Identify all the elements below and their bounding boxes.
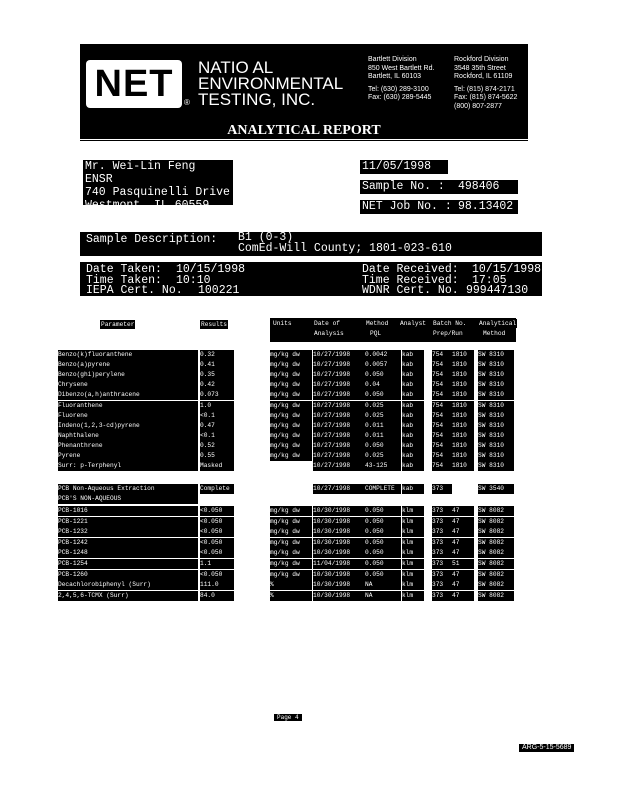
date-taken-value: 10/15/1998 bbox=[176, 263, 246, 276]
pcb-cell-param: PCB-1232 bbox=[58, 527, 198, 537]
pcb-cell-date: 10/30/1998 bbox=[313, 570, 365, 580]
pcb-cell-batch: 373 bbox=[432, 559, 452, 569]
pcb-cell-date: 10/30/1998 bbox=[313, 527, 365, 537]
pah-cell-units: mg/kg dw bbox=[270, 380, 312, 390]
pah-cell-date: 10/27/1998 bbox=[313, 441, 365, 451]
pah-cell-method: SW 8310 bbox=[478, 370, 514, 380]
pah-cell-run: 1810 bbox=[452, 411, 474, 421]
pcb-cell-batch: 373 bbox=[432, 527, 452, 537]
rockford-division-address: Rockford Division 3548 35th Street Rockford, IL 61109 Tel: (815) 874-2171 Fax: (815) 874-5622 (800) 807-2877 bbox=[454, 56, 518, 110]
pah-cell-run: 1810 bbox=[452, 350, 474, 360]
pah-cell-pql: 0.050 bbox=[365, 370, 401, 380]
page-number: Page 4 bbox=[274, 714, 302, 721]
col-header-analytical: Analytical bbox=[479, 320, 517, 327]
pah-cell-analyst: kab bbox=[402, 380, 424, 390]
pah-cell-param: Phenanthrene bbox=[58, 441, 198, 451]
pcb-cell-pql: 0.050 bbox=[365, 548, 401, 558]
pah-cell-method: SW 8310 bbox=[478, 390, 514, 400]
extraction-cell-batch: 373 bbox=[432, 484, 452, 494]
pcb-cell-batch: 373 bbox=[432, 548, 452, 558]
pah-cell-result: 1.0 bbox=[200, 401, 234, 411]
col-header-analysis: Analysis bbox=[314, 330, 344, 337]
col-header-pql: PQL bbox=[370, 330, 382, 337]
bartlett-division-address: Bartlett Division 850 West Bartlett Rd. Bartlett, IL 60103 Tel: (630) 289-3100 Fax: (630) 289-5445 bbox=[368, 56, 435, 101]
pcb-cell-method: SW 8082 bbox=[478, 506, 514, 516]
pcb-cell-pql: 0.050 bbox=[365, 570, 401, 580]
company-line-1: NATIO AL bbox=[198, 58, 274, 77]
pah-cell-units: mg/kg dw bbox=[270, 431, 312, 441]
extraction-cell-pql: COMPLETE bbox=[365, 484, 401, 494]
pcb-section-label: PCB'S NON-AQUEOUS bbox=[58, 494, 198, 504]
pah-cell-param: Fluoranthene bbox=[58, 401, 198, 411]
pcb-cell-date: 10/30/1998 bbox=[313, 517, 365, 527]
pcb-cell-param: PCB-1221 bbox=[58, 517, 198, 527]
pah-cell-batch: 754 bbox=[432, 441, 452, 451]
pah-cell-run: 1810 bbox=[452, 390, 474, 400]
pah-cell-date: 10/27/1998 bbox=[313, 411, 365, 421]
pah-cell-date: 10/27/1998 bbox=[313, 390, 365, 400]
pcb-cell-method: SW 8082 bbox=[478, 538, 514, 548]
pah-cell-pql: 0.025 bbox=[365, 401, 401, 411]
pah-cell-result: 0.47 bbox=[200, 421, 234, 431]
pcb-cell-pql: 0.050 bbox=[365, 517, 401, 527]
pcb-cell-result: <0.050 bbox=[200, 517, 234, 527]
pcb-cell-param: PCB-1242 bbox=[58, 538, 198, 548]
pcb-cell-units: mg/kg dw bbox=[270, 517, 312, 527]
pah-cell-batch: 754 bbox=[432, 431, 452, 441]
pah-cell-method: SW 8310 bbox=[478, 451, 514, 461]
pah-cell-date: 10/27/1998 bbox=[313, 380, 365, 390]
pah-cell-run: 1810 bbox=[452, 461, 474, 471]
pah-cell-run: 1810 bbox=[452, 421, 474, 431]
pcb-cell-date: 10/30/1998 bbox=[313, 580, 365, 590]
pah-cell-date: 10/27/1998 bbox=[313, 350, 365, 360]
sample-description-line-2: ComEd-Will County; 1801-023-610 bbox=[238, 242, 452, 255]
pah-cell-analyst: kab bbox=[402, 411, 424, 421]
pah-cell-batch: 754 bbox=[432, 421, 452, 431]
pcb-cell-pql: NA bbox=[365, 591, 401, 601]
pah-cell-result: 0.55 bbox=[200, 451, 234, 461]
pcb-cell-analyst: klm bbox=[402, 559, 424, 569]
pah-cell-run: 1810 bbox=[452, 360, 474, 370]
sample-description-label: Sample Description: bbox=[86, 233, 218, 246]
pah-cell-analyst: kab bbox=[402, 441, 424, 451]
report-title: ANALYTICAL REPORT bbox=[227, 123, 381, 138]
wdnr-cert-value: 999447130 bbox=[466, 284, 529, 297]
pcb-cell-run: 47 bbox=[452, 570, 474, 580]
pah-cell-result: <0.1 bbox=[200, 411, 234, 421]
pcb-cell-param: 2,4,5,6-TCMX (Surr) bbox=[58, 591, 198, 601]
pah-cell-units: mg/kg dw bbox=[270, 451, 312, 461]
pcb-cell-run: 47 bbox=[452, 580, 474, 590]
pah-cell-method: SW 8310 bbox=[478, 431, 514, 441]
pcb-cell-batch: 373 bbox=[432, 570, 452, 580]
client-address: Mr. Wei-Lin Feng ENSR 740 Pasquinelli Drive Westmont, IL 60559 bbox=[83, 160, 233, 205]
pcb-cell-run: 47 bbox=[452, 548, 474, 558]
pcb-cell-date: 10/30/1998 bbox=[313, 538, 365, 548]
pah-cell-units: mg/kg dw bbox=[270, 401, 312, 411]
pah-cell-param: Fluorene bbox=[58, 411, 198, 421]
extraction-cell-method: SW 3540 bbox=[478, 484, 514, 494]
pah-cell-run: 1810 bbox=[452, 401, 474, 411]
pah-cell-units: mg/kg dw bbox=[270, 411, 312, 421]
pah-cell-method: SW 8310 bbox=[478, 461, 514, 471]
report-date: 11/05/1998 bbox=[360, 160, 448, 174]
pah-cell-method: SW 8310 bbox=[478, 441, 514, 451]
pah-cell-batch: 754 bbox=[432, 380, 452, 390]
sample-no-label: Sample No. : bbox=[360, 180, 460, 194]
pcb-cell-analyst: klm bbox=[402, 506, 424, 516]
pah-cell-method: SW 8310 bbox=[478, 411, 514, 421]
pah-cell-method: SW 8310 bbox=[478, 401, 514, 411]
pcb-cell-analyst: klm bbox=[402, 580, 424, 590]
pcb-cell-result: 84.0 bbox=[200, 591, 234, 601]
pcb-cell-run: 47 bbox=[452, 517, 474, 527]
pcb-cell-batch: 373 bbox=[432, 591, 452, 601]
pcb-cell-param: PCB-1260 bbox=[58, 570, 198, 580]
col-header-method-2: Method bbox=[483, 330, 506, 337]
time-received-value: 17:05 bbox=[472, 274, 507, 287]
pah-cell-analyst: kab bbox=[402, 360, 424, 370]
pah-cell-pql: 0.025 bbox=[365, 451, 401, 461]
job-no-value: 98.13402 bbox=[456, 200, 518, 214]
pah-cell-batch: 754 bbox=[432, 461, 452, 471]
iepa-cert-label: IEPA Cert. No. bbox=[86, 284, 183, 297]
col-header-units: Units bbox=[273, 320, 292, 327]
pah-cell-analyst: kab bbox=[402, 390, 424, 400]
pah-cell-date: 10/27/1998 bbox=[313, 431, 365, 441]
pcb-cell-analyst: klm bbox=[402, 517, 424, 527]
col-header-parameter: Parameter bbox=[101, 321, 135, 328]
pcb-cell-units: mg/kg dw bbox=[270, 506, 312, 516]
pah-cell-run: 1810 bbox=[452, 370, 474, 380]
pah-cell-result: 0.41 bbox=[200, 360, 234, 370]
pcb-cell-analyst: klm bbox=[402, 548, 424, 558]
date-received-label: Date Received: bbox=[362, 263, 459, 276]
pah-cell-pql: 0.011 bbox=[365, 421, 401, 431]
pah-cell-batch: 754 bbox=[432, 370, 452, 380]
pah-cell-pql: 0.011 bbox=[365, 431, 401, 441]
pah-cell-units: mg/kg dw bbox=[270, 421, 312, 431]
pah-cell-date: 10/27/1998 bbox=[313, 370, 365, 380]
divider bbox=[80, 140, 528, 141]
pcb-cell-method: SW 8082 bbox=[478, 580, 514, 590]
pcb-cell-units: mg/kg dw bbox=[270, 548, 312, 558]
pah-cell-date: 10/27/1998 bbox=[313, 451, 365, 461]
pah-cell-analyst: kab bbox=[402, 350, 424, 360]
pah-cell-method: SW 8310 bbox=[478, 380, 514, 390]
pah-cell-pql: 0.050 bbox=[365, 390, 401, 400]
pcb-cell-pql: 0.050 bbox=[365, 506, 401, 516]
pah-cell-method: SW 8310 bbox=[478, 421, 514, 431]
pah-cell-date: 10/27/1998 bbox=[313, 360, 365, 370]
pcb-cell-method: SW 8082 bbox=[478, 517, 514, 527]
pah-cell-result: Masked bbox=[200, 461, 234, 471]
pcb-cell-pql: 0.050 bbox=[365, 538, 401, 548]
company-line-3: TESTING, INC. bbox=[198, 90, 316, 109]
extraction-cell-date: 10/27/1998 bbox=[313, 484, 365, 494]
pcb-cell-run: 51 bbox=[452, 559, 474, 569]
pah-cell-pql: 0.025 bbox=[365, 411, 401, 421]
pah-cell-pql: 0.04 bbox=[365, 380, 401, 390]
pcb-cell-pql: NA bbox=[365, 580, 401, 590]
pcb-cell-method: SW 8082 bbox=[478, 591, 514, 601]
pah-cell-param: Benzo(a)pyrene bbox=[58, 360, 198, 370]
pcb-cell-run: 47 bbox=[452, 591, 474, 601]
pah-cell-param: Pyrene bbox=[58, 451, 198, 461]
pcb-cell-method: SW 8082 bbox=[478, 527, 514, 537]
sample-no-value: 498406 bbox=[456, 180, 518, 194]
pcb-cell-result: <0.050 bbox=[200, 538, 234, 548]
pah-cell-units: mg/kg dw bbox=[270, 390, 312, 400]
pah-cell-units: mg/kg dw bbox=[270, 441, 312, 451]
pcb-cell-method: SW 8082 bbox=[478, 570, 514, 580]
pah-cell-run: 1810 bbox=[452, 441, 474, 451]
pcb-cell-result: 1.1 bbox=[200, 559, 234, 569]
pah-cell-date: 10/27/1998 bbox=[313, 421, 365, 431]
pah-cell-run: 1810 bbox=[452, 380, 474, 390]
pcb-cell-analyst: klm bbox=[402, 591, 424, 601]
pah-cell-param: Chrysene bbox=[58, 380, 198, 390]
pcb-cell-date: 10/30/1998 bbox=[313, 506, 365, 516]
col-header-date-of: Date of bbox=[314, 320, 340, 327]
pcb-cell-result: <0.050 bbox=[200, 570, 234, 580]
pcb-cell-param: PCB-1016 bbox=[58, 506, 198, 516]
time-taken-label: Time Taken: bbox=[86, 274, 162, 287]
pcb-cell-pql: 0.050 bbox=[365, 527, 401, 537]
document-id: ARG-5-15-5689 bbox=[519, 744, 574, 752]
pah-cell-date: 10/27/1998 bbox=[313, 401, 365, 411]
col-header-batch: Batch No. bbox=[433, 320, 467, 327]
pah-cell-method: SW 8310 bbox=[478, 350, 514, 360]
pcb-cell-result: <0.050 bbox=[200, 548, 234, 558]
pcb-cell-date: 10/30/1998 bbox=[313, 548, 365, 558]
pah-cell-result: 0.42 bbox=[200, 380, 234, 390]
registered-mark-icon: ® bbox=[184, 98, 190, 107]
extraction-cell-result: Complete bbox=[200, 484, 234, 494]
pah-cell-result: 0.35 bbox=[200, 370, 234, 380]
pcb-cell-batch: 373 bbox=[432, 538, 452, 548]
pah-cell-batch: 754 bbox=[432, 360, 452, 370]
date-taken-label: Date Taken: bbox=[86, 263, 162, 276]
pcb-cell-analyst: klm bbox=[402, 570, 424, 580]
pcb-cell-run: 47 bbox=[452, 506, 474, 516]
pah-cell-param: Naphthalene bbox=[58, 431, 198, 441]
pcb-cell-batch: 373 bbox=[432, 580, 452, 590]
pah-cell-run: 1810 bbox=[452, 451, 474, 461]
job-no-label: NET Job No. : bbox=[360, 200, 460, 214]
company-line-2: ENVIRONMENTAL bbox=[198, 74, 344, 93]
time-received-label: Time Received: bbox=[362, 274, 459, 287]
pcb-cell-param: PCB-1254 bbox=[58, 559, 198, 569]
pah-cell-pql: 0.050 bbox=[365, 441, 401, 451]
time-taken-value: 10:10 bbox=[176, 274, 211, 287]
pcb-cell-units: % bbox=[270, 591, 312, 601]
pah-cell-analyst: kab bbox=[402, 401, 424, 411]
pah-cell-result: 0.52 bbox=[200, 441, 234, 451]
pah-cell-analyst: kab bbox=[402, 431, 424, 441]
wdnr-cert-label: WDNR Cert. No. bbox=[362, 284, 459, 297]
pah-cell-analyst: kab bbox=[402, 461, 424, 471]
iepa-cert-value: 100221 bbox=[198, 284, 240, 297]
pcb-cell-result: <0.050 bbox=[200, 506, 234, 516]
pcb-cell-batch: 373 bbox=[432, 506, 452, 516]
pcb-cell-analyst: klm bbox=[402, 538, 424, 548]
pah-cell-analyst: kab bbox=[402, 370, 424, 380]
pcb-cell-param: Decachlorobiphenyl (Surr) bbox=[58, 580, 198, 590]
extraction-cell-analyst: kab bbox=[402, 484, 424, 494]
pah-cell-units: mg/kg dw bbox=[270, 370, 312, 380]
pcb-cell-units: % bbox=[270, 580, 312, 590]
sample-description-line-1: B1 (0-3) bbox=[238, 231, 294, 244]
col-header-results: Results bbox=[201, 321, 227, 328]
pcb-cell-param: PCB-1248 bbox=[58, 548, 198, 558]
pah-cell-param: Benzo(ghi)perylene bbox=[58, 370, 198, 380]
pcb-cell-result: <0.050 bbox=[200, 527, 234, 537]
pah-cell-param: Benzo(k)fluoranthene bbox=[58, 350, 198, 360]
pah-cell-method: SW 8310 bbox=[478, 360, 514, 370]
pcb-cell-run: 47 bbox=[452, 538, 474, 548]
pah-cell-analyst: kab bbox=[402, 451, 424, 461]
pcb-cell-batch: 373 bbox=[432, 517, 452, 527]
pah-cell-pql: 0.0057 bbox=[365, 360, 401, 370]
pcb-cell-method: SW 8082 bbox=[478, 559, 514, 569]
pah-cell-units: mg/kg dw bbox=[270, 350, 312, 360]
company-name bbox=[198, 60, 343, 108]
date-received-value: 10/15/1998 bbox=[472, 263, 542, 276]
pah-cell-pql: 0.0042 bbox=[365, 350, 401, 360]
pcb-cell-date: 11/04/1998 bbox=[313, 559, 365, 569]
pcb-cell-units: mg/kg dw bbox=[270, 527, 312, 537]
extraction-cell-param: PCB Non-Aqueous Extraction bbox=[58, 484, 198, 494]
pah-cell-param: Surr: p-Terphenyl bbox=[58, 461, 198, 471]
col-header-prep-run: Prep/Run bbox=[433, 330, 463, 337]
pah-cell-units: mg/kg dw bbox=[270, 360, 312, 370]
pah-cell-batch: 754 bbox=[432, 451, 452, 461]
pcb-cell-date: 10/30/1998 bbox=[313, 591, 365, 601]
pah-cell-pql: 43-125 bbox=[365, 461, 401, 471]
pah-cell-batch: 754 bbox=[432, 390, 452, 400]
col-header-analyst: Analyst bbox=[400, 320, 426, 327]
pah-cell-analyst: kab bbox=[402, 421, 424, 431]
pcb-cell-units: mg/kg dw bbox=[270, 570, 312, 580]
col-header-method: Method bbox=[366, 320, 389, 327]
net-logo: NET bbox=[94, 63, 174, 105]
pcb-cell-method: SW 8082 bbox=[478, 548, 514, 558]
pah-cell-param: Dibenzo(a,h)anthracene bbox=[58, 390, 198, 400]
pcb-cell-analyst: klm bbox=[402, 527, 424, 537]
pah-cell-batch: 754 bbox=[432, 401, 452, 411]
pcb-cell-pql: 0.050 bbox=[365, 559, 401, 569]
pah-cell-result: <0.1 bbox=[200, 431, 234, 441]
pah-cell-batch: 754 bbox=[432, 350, 452, 360]
pcb-cell-result: 111.0 bbox=[200, 580, 234, 590]
pcb-cell-run: 47 bbox=[452, 527, 474, 537]
pah-cell-run: 1810 bbox=[452, 431, 474, 441]
pah-cell-result: 0.073 bbox=[200, 390, 234, 400]
pah-cell-date: 10/27/1998 bbox=[313, 461, 365, 471]
pcb-cell-units: mg/kg dw bbox=[270, 559, 312, 569]
pah-cell-param: Indeno(1,2,3-cd)pyrene bbox=[58, 421, 198, 431]
pcb-cell-units: mg/kg dw bbox=[270, 538, 312, 548]
pah-cell-result: 0.32 bbox=[200, 350, 234, 360]
pah-cell-batch: 754 bbox=[432, 411, 452, 421]
